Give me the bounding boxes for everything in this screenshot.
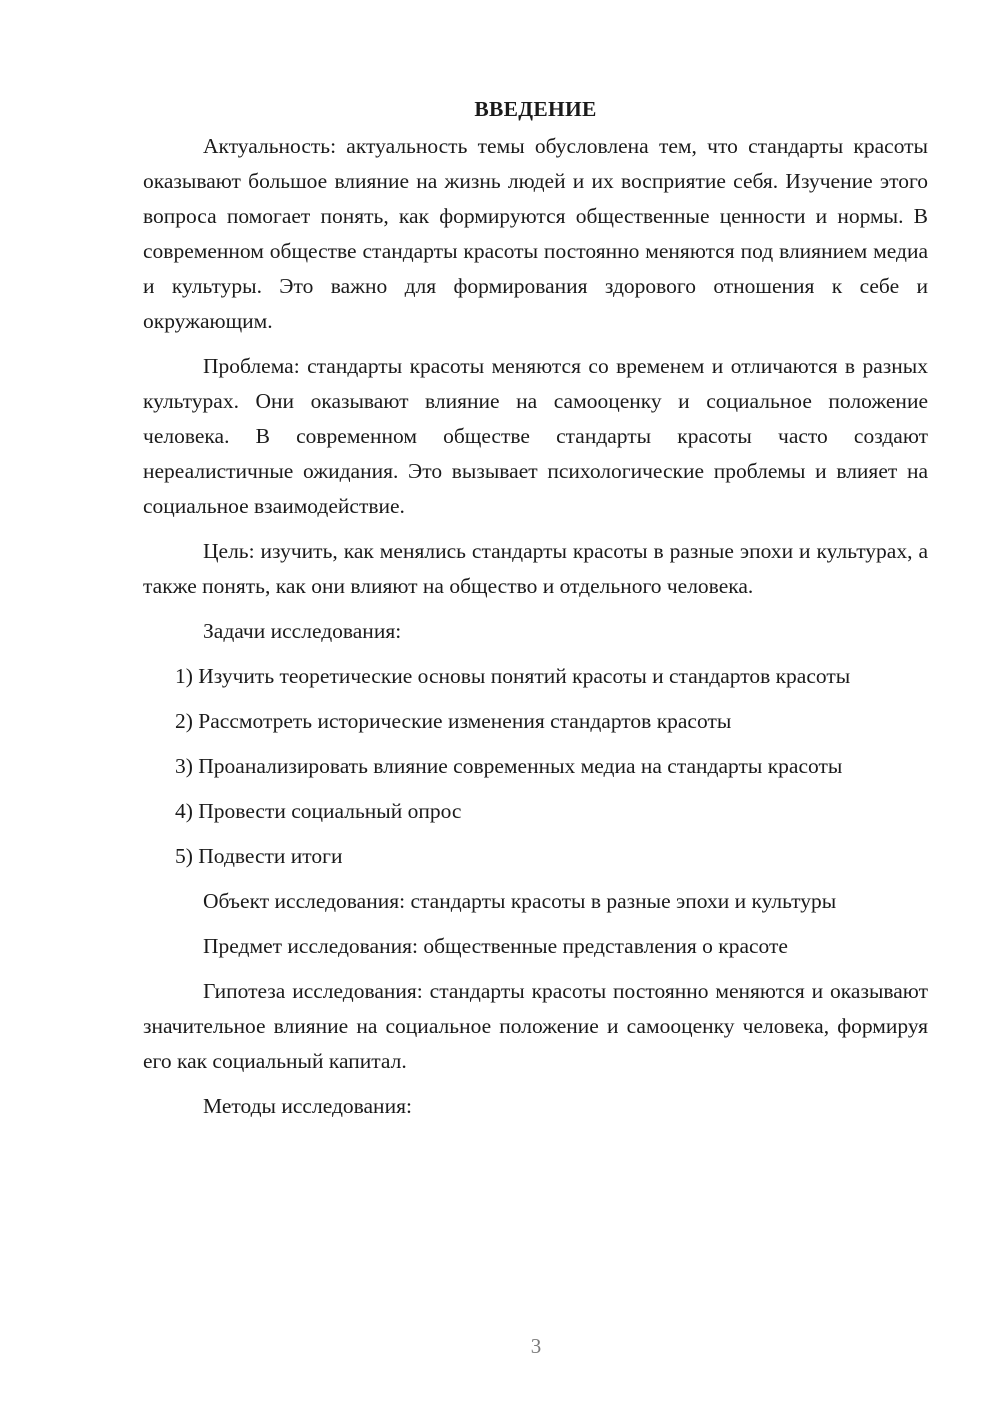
task-item-3: 3) Проанализировать влияние современных медиа на стандарты красоты (175, 754, 843, 778)
object-paragraph: Объект исследования: стандарты красоты в разные эпохи и культуры (203, 889, 837, 913)
hypothesis-paragraph: Гипотеза исследования: стандарты красоты постоянно меняются и оказывают значительное влияние на социальное положение и самооценку человека, формируя его как социальный капитал. (143, 979, 928, 1073)
relevance-paragraph: Актуальность: актуальность темы обусловлена тем, что стандарты красоты оказывают большое влияние на жизнь людей и их восприятие себя. Изучение этого вопроса помогает понять, как формируются общественные ценности и нормы. В современном обществе стандарты красоты постоянно меняются под влиянием медиа и культуры. Это важно для формирования здорового отношения к себе и окружающим. (143, 134, 928, 333)
task-item-5: 5) Подвести итоги (175, 844, 343, 868)
problem-paragraph: Проблема: стандарты красоты меняются со временем и отличаются в разных культурах. Они оказывают влияние на самооценку и социальное положение человека. В современном обществе стандарты красоты часто создают нереалистичные ожидания. Это вызывает психологические проблемы и влияет на социальное взаимодействие. (143, 354, 928, 518)
tasks-heading: Задачи исследования: (203, 619, 402, 643)
methods-heading: Методы исследования: (203, 1094, 412, 1118)
page-number: 3 (530, 1334, 542, 1358)
section-title: ВВЕДЕНИЕ (474, 97, 597, 121)
task-item-2: 2) Рассмотреть исторические изменения стандартов красоты (175, 709, 732, 733)
task-item-4: 4) Провести социальный опрос (175, 799, 462, 823)
goal-paragraph: Цель: изучить, как менялись стандарты красоты в разные эпохи и культурах, а также понять, как они влияют на общество и отдельного человека. (143, 539, 928, 598)
document-page (143, 92, 928, 1134)
task-item-1: 1) Изучить теоретические основы понятий красоты и стандартов красоты (175, 664, 851, 688)
subject-paragraph: Предмет исследования: общественные представления о красоте (203, 934, 788, 958)
